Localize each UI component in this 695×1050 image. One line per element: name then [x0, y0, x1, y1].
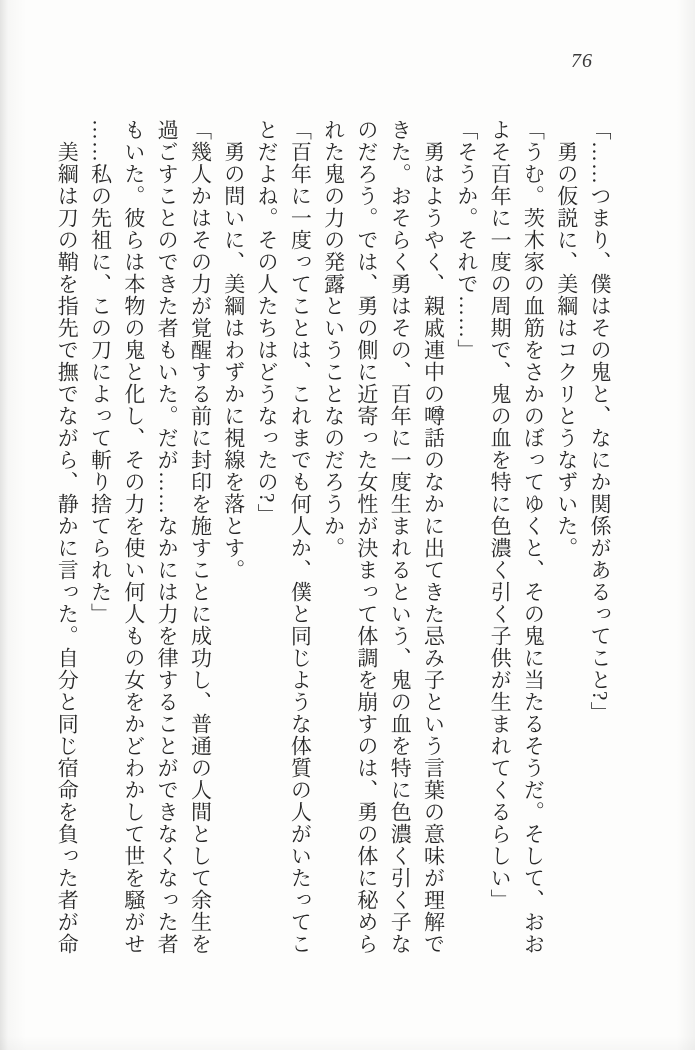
text-line: 勇の問いに、美綱はわずかに視線を落とす。 — [221, 141, 246, 581]
text-line: 勇の仮説に、美綱はコクリとうなずいた。 — [554, 141, 579, 559]
text-line: 「……つまり、僕はその鬼と、なにか関係があるってこと?」 — [588, 119, 612, 724]
text-line: 「そうか。それで……」 — [454, 119, 479, 361]
text-block — [50, 119, 616, 964]
text-line: 勇はようやく、親戚連中の噂話のなかに出てきた忌み子という言葉の意味が理解で — [421, 141, 446, 955]
text-line: 「幾人かはその力が覚醒する前に封印を施すことに成功し、普通の人間として余生を — [188, 119, 213, 955]
text-line: 「うむ。茨木家の血筋をさかのぼってゆくと、その鬼に当たるそうだ。そして、おお — [521, 119, 546, 955]
text-line: 「百年に一度ってことは、これまでも何人か、僕と同じような体質の人がいたってこ — [288, 119, 313, 955]
text-line: ……私の先祖に、この刀によって斬り捨てられた」 — [88, 119, 113, 625]
text-line: きた。おそらく勇はその、百年に一度生まれるという、鬼の血を特に色濃く引く子な — [388, 119, 413, 955]
text-line: 過ごすことのできた者もいた。だが……なかには力を律することができなくなった者 — [155, 119, 180, 955]
text-line: れた鬼の力の発露ということなのだろうか。 — [321, 119, 346, 559]
text-line: よそ百年に一度の周期で、鬼の血を特に色濃く引く子供が生まれてくるらしい」 — [488, 119, 513, 911]
text-line: のだろう。では、勇の側に近寄った女性が決まって体調を崩すのは、勇の体に秘めら — [354, 119, 379, 955]
text-line: とだよね。その人たちはどうなったの?」 — [255, 119, 280, 526]
text-line: 美綱は刀の鞘を指先で撫でながら、静かに言った。自分と同じ宿命を負った者が命 — [55, 141, 80, 955]
text-line: もいた。彼らは本物の鬼と化し、その力を使い何人もの女をかどわかして世を騒がせ — [121, 119, 146, 955]
page-number: 76 — [571, 50, 593, 72]
